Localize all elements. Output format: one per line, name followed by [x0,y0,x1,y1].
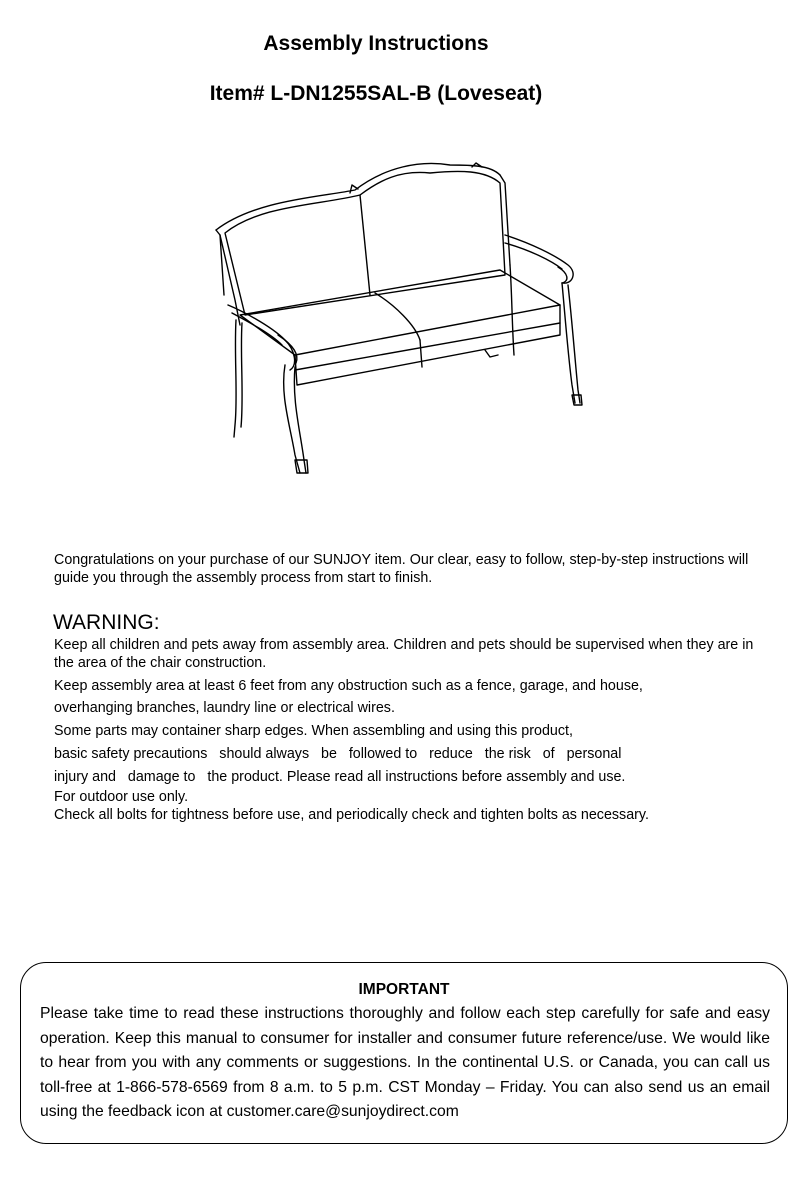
warning-line-6: injury and damage to the product. Please read all instructions before assembly and use. [54,769,626,785]
document-title: Assembly Instructions [263,32,489,55]
warning-line-8: Check all bolts for tightness before use, and periodically check and tighten bolts as necessary. [54,807,649,823]
important-heading: IMPORTANT [358,981,450,998]
important-notice-box [20,962,788,1144]
warning-line-7: For outdoor use only. [54,789,189,805]
warning-line-4: Some parts may container sharp edges. When assembling and using this product, [54,723,573,739]
important-body: Please take time to read these instructions thoroughly and follow each step carefully for safe and easy operation. Keep this manual to consumer for installer and consumer future reference/use. We would like to hear from you with any comments or suggestions. In the continental U.S. or Canada, you can call us toll-free at 1-866-578-6569 from 8 a.m. to 5 p.m. CST Monday – Friday. You can also send us an email using the feedback icon at customer.care@sunjoydirect.com [40,1005,770,1120]
loveseat-illustration [200,155,600,485]
item-number: Item# L-DN1255SAL-B (Loveseat) [209,82,543,105]
warning-heading: WARNING: [53,611,160,634]
warning-line-2: Keep assembly area at least 6 feet from any obstruction such as a fence, garage, and house, [54,678,643,694]
warning-line-1: Keep all children and pets away from assembly area. Children and pets should be supervised when they are in the area of the chair construction. [54,637,754,671]
warning-line-5: basic safety precautions should always be followed to reduce the risk of personal [54,746,622,762]
warning-line-3: overhanging branches, laundry line or electrical wires. [54,700,395,716]
intro-paragraph: Congratulations on your purchase of our SUNJOY item. Our clear, easy to follow, step-by-step instructions will guide you through the assembly process from start to finish. [54,552,749,586]
